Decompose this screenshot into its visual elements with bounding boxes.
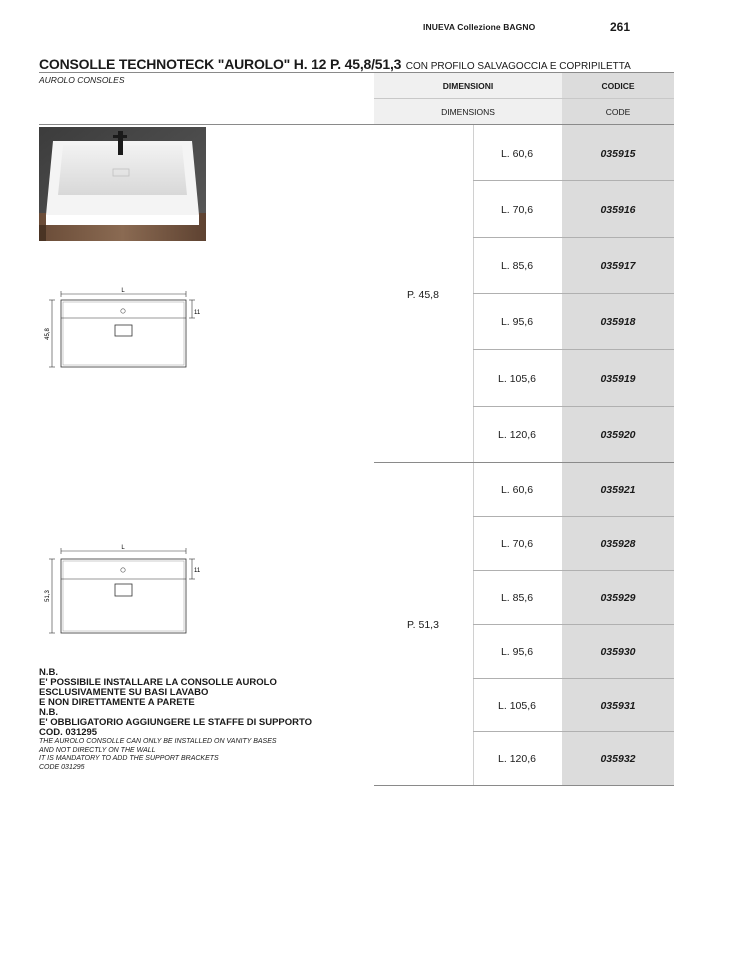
row-divider	[473, 570, 674, 571]
code-cell: 035930	[600, 646, 636, 658]
note-line: COD. 031295	[39, 727, 98, 738]
note-line: N.B.	[39, 707, 58, 718]
drawing-height-label: 51,3	[45, 590, 51, 602]
row-divider	[473, 516, 674, 517]
depth-label: P. 45,8	[407, 289, 439, 301]
technical-drawing-513	[39, 542, 209, 638]
note-line: E' POSSIBILE INSTALLARE LA CONSOLLE AUROLO	[39, 677, 277, 688]
note-line: ESCLUSIVAMENTE SU BASI LAVABO	[39, 687, 209, 698]
dimension-cell: L. 70,6	[500, 204, 534, 216]
note-line: E' OBBLIGATORIO AGGIUNGERE LE STAFFE DI SUPPORTO	[39, 717, 313, 728]
group-rule	[374, 462, 674, 463]
dimension-cell: L. 120,6	[498, 753, 536, 765]
row-divider	[473, 180, 674, 181]
note-translation-line: CODE 031295	[39, 763, 85, 771]
code-cell: 035919	[600, 373, 636, 385]
row-divider	[473, 293, 674, 294]
row-divider	[473, 406, 674, 407]
depth-label: P. 51,3	[407, 619, 439, 631]
page-title-detail: CON PROFILO SALVAGOCCIA E COPRIPILETTA	[405, 61, 631, 72]
row-divider	[473, 624, 674, 625]
header-code: CODICE	[601, 81, 635, 91]
title-rule	[39, 72, 674, 73]
drawing-width-label: L	[121, 545, 125, 551]
dimension-cell: L. 70,6	[500, 538, 534, 550]
code-cell: 035916	[600, 204, 636, 216]
code-cell: 035928	[600, 538, 636, 550]
page-subtitle: AUROLO CONSOLES	[39, 75, 125, 85]
technical-drawing-458	[39, 285, 209, 375]
page-title-main: CONSOLLE TECHNOTECK "AUROLO" H. 12 P. 45,8/51,3	[39, 56, 402, 72]
dimension-cell: L. 85,6	[500, 592, 534, 604]
dimension-cell: L. 105,6	[498, 700, 536, 712]
dimension-cell: L. 95,6	[500, 316, 534, 328]
header-code-en: CODE	[605, 107, 631, 117]
dimension-cell: L. 95,6	[500, 646, 534, 658]
code-cell: 035918	[600, 316, 636, 328]
code-cell: 035921	[600, 484, 636, 496]
row-divider	[473, 349, 674, 350]
header-divider	[374, 98, 674, 99]
drawing-thickness-label: 11	[194, 310, 201, 316]
header-bottom-rule	[39, 124, 674, 125]
code-cell: 035920	[600, 429, 636, 441]
header-dimensions-en: DIMENSIONS	[441, 107, 495, 117]
note-translation-line: AND NOT DIRECTLY ON THE WALL	[39, 746, 156, 754]
note-line: E NON DIRETTAMENTE A PARETE	[39, 697, 195, 708]
page-number: 261	[610, 20, 631, 34]
drawing-thickness-label: 11	[194, 568, 201, 574]
drawing-height-label: 45,8	[45, 328, 51, 340]
drawing-width-label: L	[121, 288, 125, 294]
row-divider	[473, 237, 674, 238]
note-translation-line: IT IS MANDATORY TO ADD THE SUPPORT BRACKETS	[39, 755, 219, 762]
installation-note	[39, 668, 369, 772]
note-translation-line: THE AUROLO CONSOLLE CAN ONLY BE INSTALLED ON VANITY BASES	[39, 738, 277, 745]
dimension-cell: L. 60,6	[500, 484, 534, 496]
dimension-cell: L. 60,6	[500, 148, 534, 160]
header-dimensions: DIMENSIONI	[442, 81, 494, 91]
code-cell: 035915	[600, 148, 636, 160]
code-cell: 035932	[600, 753, 636, 765]
row-divider	[473, 731, 674, 732]
table-bottom-rule	[374, 785, 674, 786]
code-cell: 035917	[600, 260, 636, 272]
product-photo	[39, 127, 206, 241]
code-cell: 035929	[600, 592, 636, 604]
dimension-cell: L. 120,6	[498, 429, 536, 441]
note-line: N.B.	[39, 667, 58, 678]
dimension-cell: L. 105,6	[498, 373, 536, 385]
catalog-section-title: INUEVA Collezione BAGNO	[423, 22, 536, 32]
dimension-cell: L. 85,6	[500, 260, 534, 272]
row-divider	[473, 678, 674, 679]
code-cell: 035931	[600, 700, 636, 712]
